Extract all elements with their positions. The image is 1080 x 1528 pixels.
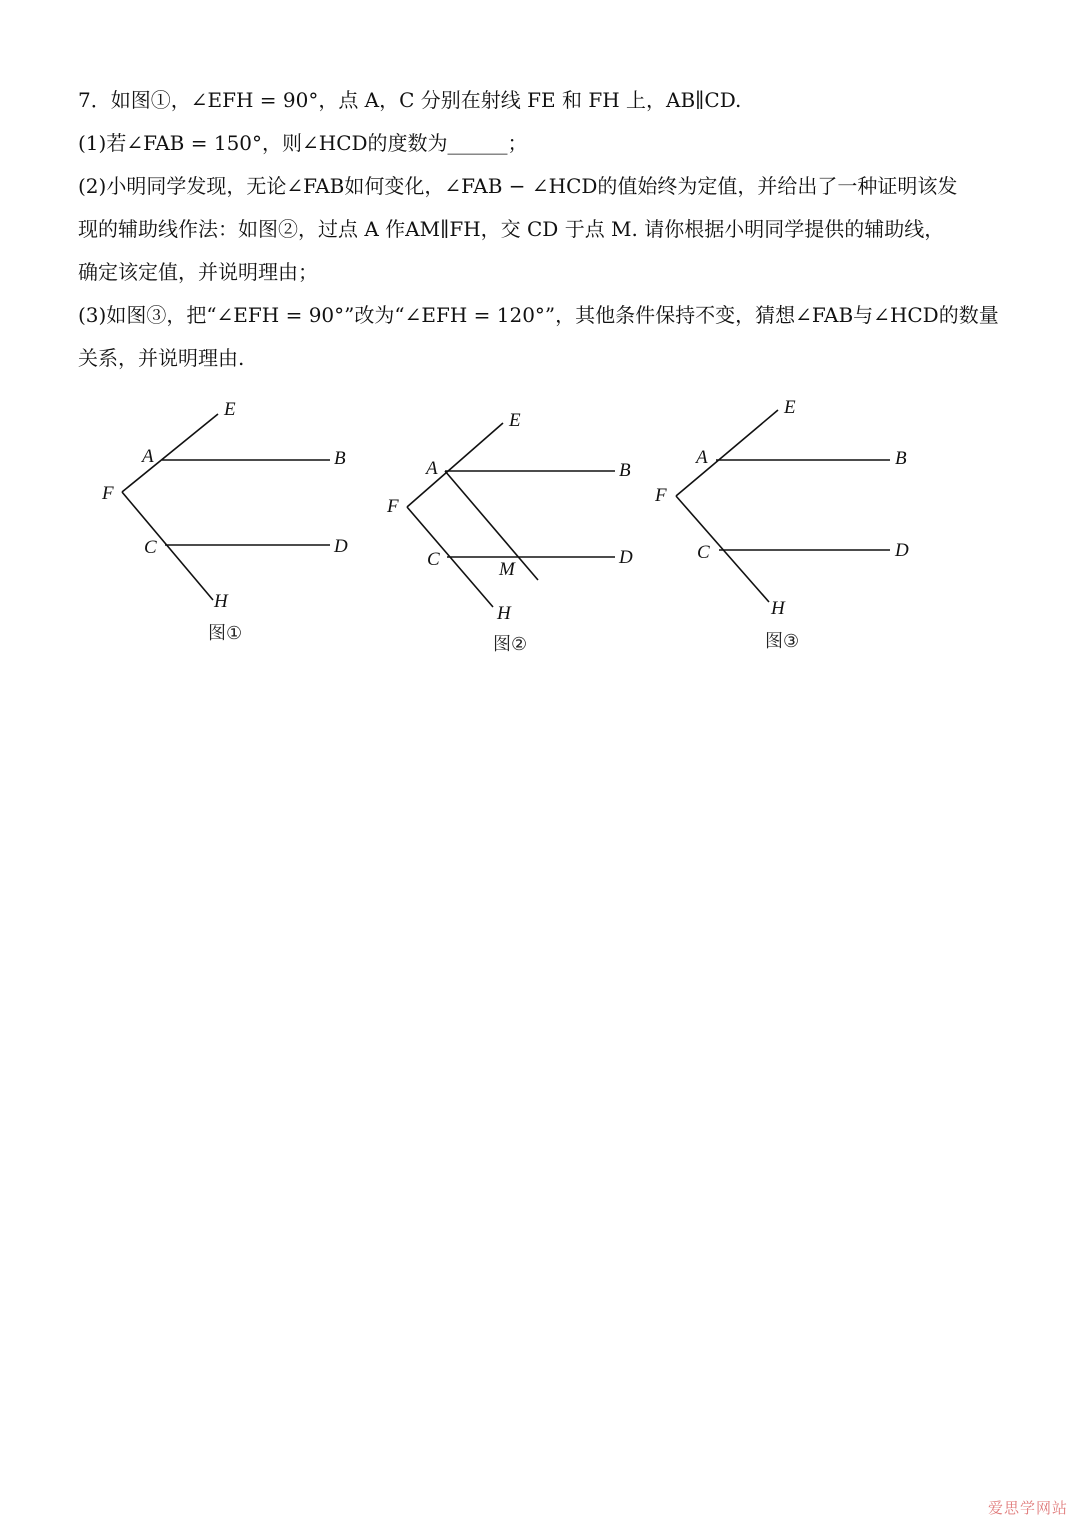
label-d: D <box>334 536 348 557</box>
label-c: C <box>144 537 157 558</box>
label-e: E <box>224 399 236 420</box>
figure-2-caption: 图② <box>493 634 528 655</box>
ray-fe <box>676 410 778 496</box>
line-am <box>445 471 538 580</box>
figure-1 <box>90 395 360 655</box>
label-c: C <box>427 549 440 570</box>
ray-fh <box>122 492 213 600</box>
label-d: D <box>619 547 633 568</box>
problem-line-2: (1)若∠FAB = 150°，则∠HCD的度数为______； <box>78 131 528 155</box>
label-b: B <box>895 448 907 469</box>
label-f: F <box>387 496 399 517</box>
figure-1-caption: 图① <box>208 623 243 644</box>
label-e: E <box>509 410 521 431</box>
label-h: H <box>497 603 511 624</box>
label-b: B <box>619 460 631 481</box>
ray-fe <box>122 414 218 492</box>
problem-line-3: (2)小明同学发现，无论∠FAB如何变化，∠FAB − ∠HCD的值始终为定值，并给出了一种证明该发 <box>78 174 958 198</box>
ray-fe <box>407 423 503 507</box>
label-h: H <box>214 591 228 612</box>
label-m: M <box>499 559 515 580</box>
watermark: 爱思学网站 <box>987 1499 1068 1517</box>
label-c: C <box>697 542 710 563</box>
problem-line-7: 关系，并说明理由. <box>78 346 245 370</box>
label-a: A <box>142 446 154 467</box>
problem-line-5: 确定该定值，并说明理由； <box>78 260 318 284</box>
label-a: A <box>696 447 708 468</box>
ray-fh <box>676 496 769 602</box>
problem-line-6: (3)如图③，把“∠EFH = 90°”改为“∠EFH = 120°”，其他条件保持不变，猜想∠FAB与∠HCD的数量 <box>78 303 999 327</box>
label-f: F <box>655 485 667 506</box>
problem-line-1: 7．如图①，∠EFH = 90°，点 A，C 分别在射线 FE 和 FH 上，AB∥CD. <box>78 88 742 112</box>
label-b: B <box>334 448 346 469</box>
label-f: F <box>102 483 114 504</box>
label-h: H <box>771 598 785 619</box>
figure-3 <box>645 393 925 655</box>
problem-line-4: 现的辅助线作法：如图②，过点 A 作AM∥FH，交 CD 于点 M. 请你根据小明同学提供的辅助线， <box>78 217 945 241</box>
label-a: A <box>426 458 438 479</box>
figure-2 <box>375 400 650 660</box>
figure-3-caption: 图③ <box>765 631 800 652</box>
label-d: D <box>895 540 909 561</box>
label-e: E <box>784 397 796 418</box>
